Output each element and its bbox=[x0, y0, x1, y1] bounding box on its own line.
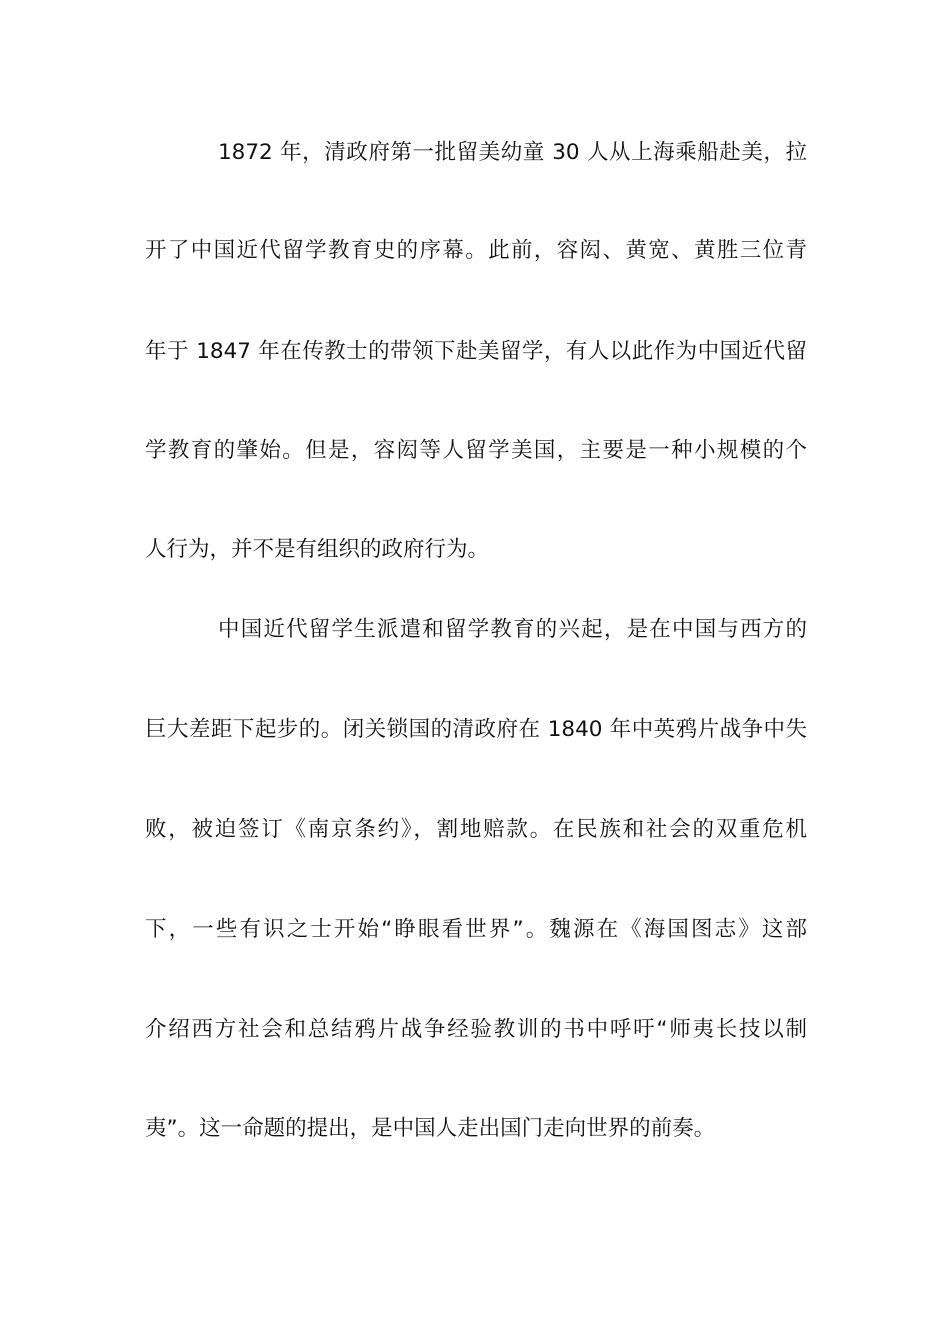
paragraph-line: 年于 1847 年在传教士的带领下赴美留学，有人以此作为中国近代留 bbox=[145, 339, 807, 364]
paragraph-line: 介绍西方社会和总结鸦片战争经验教训的书中呼吁“师夷长技以制 bbox=[145, 1017, 807, 1042]
paragraph-line: 下，一些有识之士开始“睁眼看世界”。魏源在《海国图志》这部 bbox=[145, 917, 807, 942]
paragraph-line: 夷”。这一命题的提出，是中国人走出国门走向世界的前奏。 bbox=[145, 1116, 716, 1141]
paragraph-line: 中国近代留学生派遣和留学教育的兴起，是在中国与西方的 bbox=[218, 617, 807, 642]
paragraph-line: 人行为，并不是有组织的政府行为。 bbox=[145, 537, 490, 562]
paragraph-line: 1872 年，清政府第一批留美幼童 30 人从上海乘船赴美，拉 bbox=[218, 140, 807, 165]
paragraph-line: 开了中国近代留学教育史的序幕。此前，容闳、黄宽、黄胜三位青 bbox=[145, 238, 807, 263]
paragraph-line: 败，被迫签订《南京条约》，割地赔款。在民族和社会的双重危机 bbox=[145, 817, 807, 842]
paragraph-line: 巨大差距下起步的。闭关锁国的清政府在 1840 年中英鸦片战争中失 bbox=[145, 717, 807, 742]
paragraph-line: 学教育的肇始。但是，容闳等人留学美国，主要是一种小规模的个 bbox=[145, 438, 807, 463]
